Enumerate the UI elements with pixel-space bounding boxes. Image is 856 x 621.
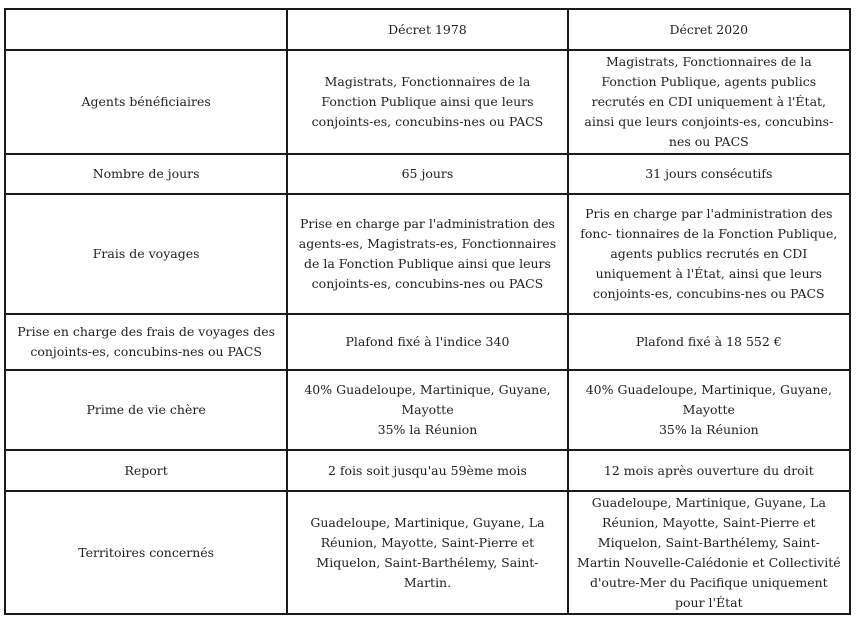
cell-2020: Plafond fixé à 18 552 € (568, 314, 850, 370)
cell-line: 35% la Réunion (377, 422, 478, 437)
cell-1978: Magistrats, Fonctionnaires de la Fonction Publique ainsi que leurs conjoints-es, concubins-nes ou PACS (287, 50, 567, 154)
cell-2020: Pris en charge par l'administration des fonc- tionnaires de la Fonction Publique, agents publics recrutés en CDI uniquement à l'État, ainsi que leurs conjoints-es, concubins-nes ou PACS (568, 194, 850, 314)
row-label: Prise en charge des frais de voyages des conjoints-es, concubins-nes ou PACS (5, 314, 287, 370)
cell-1978: Plafond fixé à l'indice 340 (287, 314, 567, 370)
row-label: Frais de voyages (5, 194, 287, 314)
cell-1978: Prise en charge par l'administration des agents-es, Magistrats-es, Fonctionnaires de la Fonction Publique ainsi que leurs conjoints-es, concubins-nes ou PACS (287, 194, 567, 314)
row-label: Agents bénéficiaires (5, 50, 287, 154)
row-label: Prime de vie chère (5, 370, 287, 450)
row-label: Report (5, 450, 287, 491)
cell-line: 40% Guadeloupe, Martinique, Guyane, Mayotte (304, 382, 551, 417)
table-row (5, 154, 850, 194)
cell-line: 35% la Réunion (658, 422, 759, 437)
cell-2020: 31 jours consécutifs (568, 154, 850, 194)
table-row (5, 450, 850, 491)
cell-2020: 12 mois après ouverture du droit (568, 450, 850, 491)
cell-1978: 2 fois soit jusqu'au 59ème mois (287, 450, 567, 491)
cell-1978: Guadeloupe, Martinique, Guyane, La Réunion, Mayotte, Saint-Pierre et Miquelon, Saint-Barthélemy, Saint-Martin. (287, 491, 567, 614)
table-row (5, 314, 850, 370)
table-row (5, 50, 850, 154)
cell-2020: Magistrats, Fonctionnaires de la Fonction Publique, agents publics recrutés en CDI uniquement à l'État, ainsi que leurs conjoints-es, concubins-nes ou PACS (568, 50, 850, 154)
table-row (5, 370, 850, 450)
cell-2020 (568, 370, 850, 450)
cell-2020: Guadeloupe, Martinique, Guyane, La Réunion, Mayotte, Saint-Pierre et Miquelon, Saint-Barthélemy, Saint-Martin Nouvelle-Calédonie et Collectivité d'outre-Mer du Pacifique uniquement pour l'État (568, 491, 850, 614)
cell-line: 40% Guadeloupe, Martinique, Guyane, Mayotte (585, 382, 832, 417)
header-empty (5, 9, 287, 50)
header-row (5, 9, 850, 50)
cell-1978 (287, 370, 567, 450)
row-label: Nombre de jours (5, 154, 287, 194)
cell-1978: 65 jours (287, 154, 567, 194)
row-label: Territoires concernés (5, 491, 287, 614)
header-decret-1978: Décret 1978 (287, 9, 567, 50)
table-row (5, 194, 850, 314)
header-decret-2020: Décret 2020 (568, 9, 850, 50)
table-row (5, 491, 850, 614)
comparison-table (4, 8, 851, 615)
